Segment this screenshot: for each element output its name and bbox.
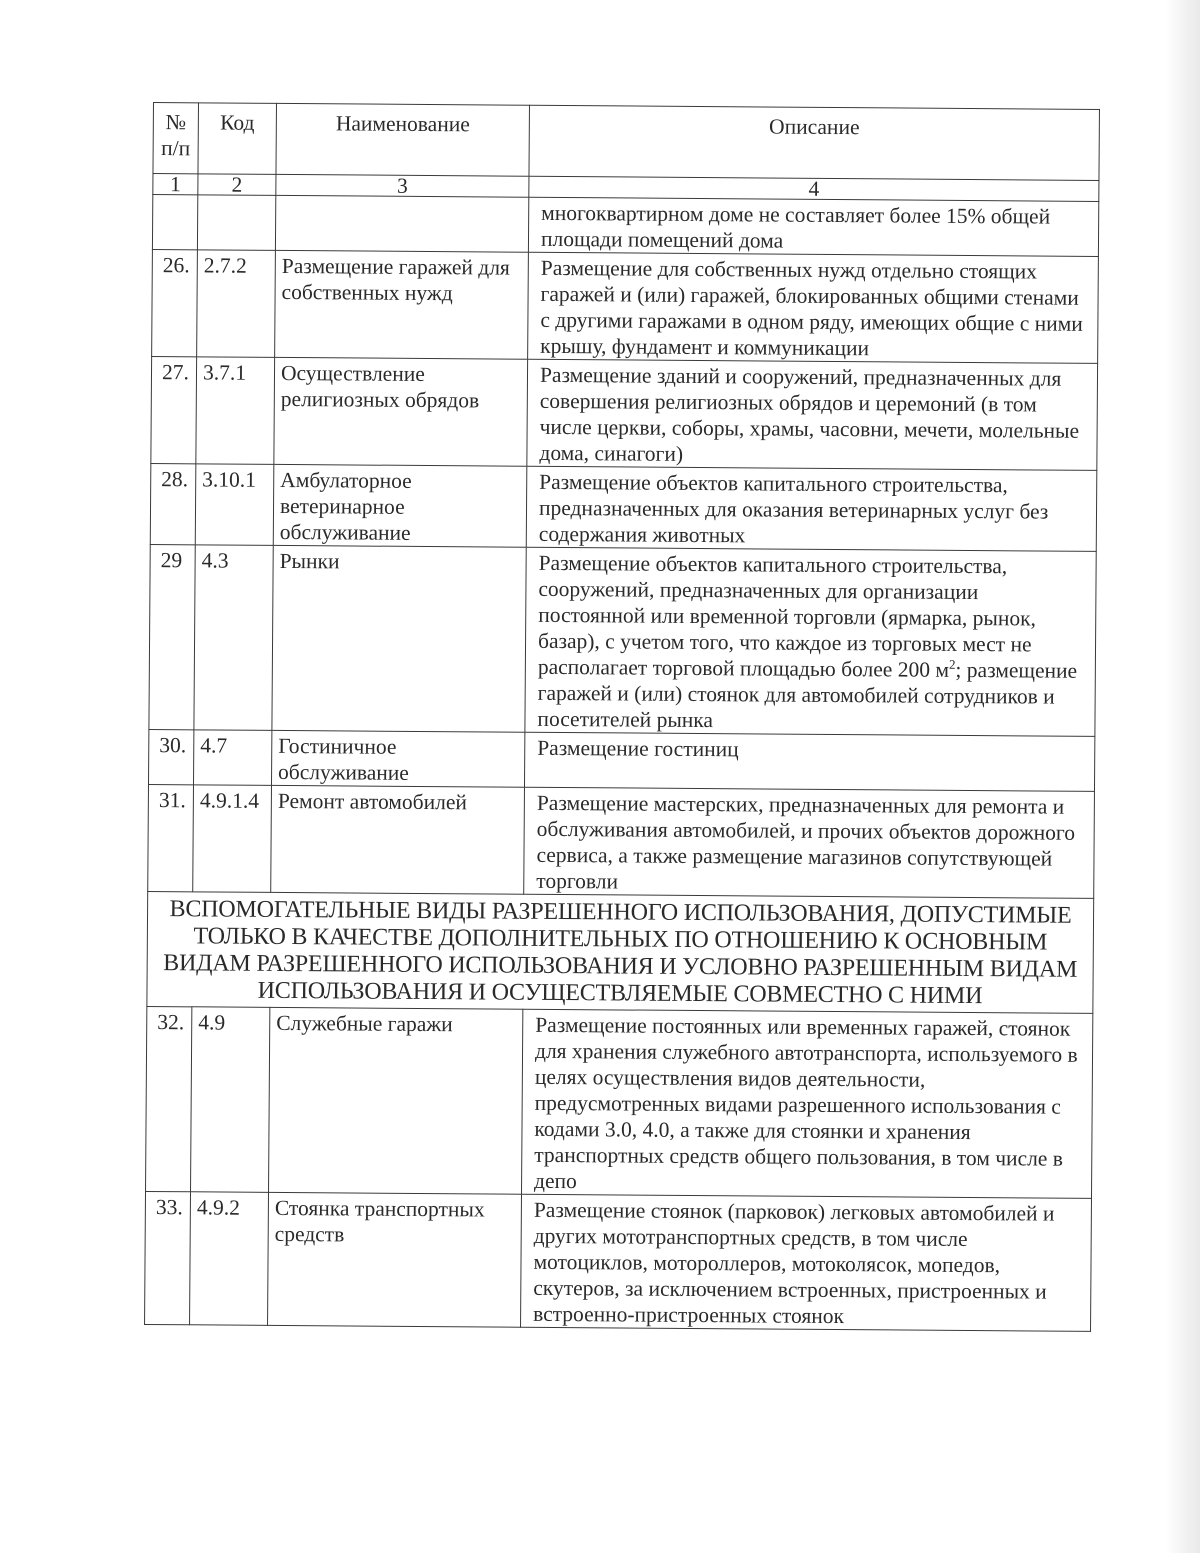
row-desc: Размещение гостиниц	[524, 732, 1094, 791]
row-desc	[525, 547, 1096, 736]
row-desc: Размещение для собственных нужд отдельно стоящих гаражей и (или) гаражей, блокированных общими стенами с другими гаражами в одном ряду, имеющих общие с ними крышу, фундамент и коммуникации	[528, 252, 1099, 363]
row-desc: Размещение мастерских, предназначенных для ремонта и обслуживания автомобилей, и прочих объектов дорожного сервиса, а также размещение магазинов сопутствующей торговли	[524, 787, 1095, 898]
row-num: 33.	[145, 1191, 191, 1324]
column-index: 4	[529, 176, 1099, 201]
table-row	[145, 1191, 1092, 1331]
land-use-table	[144, 102, 1100, 1332]
table-row	[152, 249, 1099, 363]
table-row	[151, 356, 1098, 470]
table-row	[149, 544, 1096, 736]
column-index: 2	[198, 174, 276, 196]
row-num: 30.	[148, 729, 193, 784]
header-name: Наименование	[276, 103, 530, 176]
row-num: 29	[149, 544, 195, 729]
row-name: Осуществление религиозных обрядов	[274, 357, 528, 466]
row-num: 28.	[150, 463, 196, 544]
row-code: 3.10.1	[195, 464, 274, 546]
row-num: 26.	[152, 249, 198, 356]
row-desc: Размещение объектов капитального строительства, предназначенных для оказания ветеринарных услуг без содержания животных	[526, 466, 1097, 551]
table-row	[148, 729, 1094, 791]
row-name-cell	[275, 195, 528, 252]
section-heading: ВСПОМОГАТЕЛЬНЫЕ ВИДЫ РАЗРЕШЕННОГО ИСПОЛЬЗОВАНИЯ, ДОПУСТИМЫЕ ТОЛЬКО В КАЧЕСТВЕ ДОПОЛНИТЕЛЬНЫХ ПО ОТНОШЕНИЮ К ОСНОВНЫМ ВИДАМ РАЗРЕШЕННОГО ИСПОЛЬЗОВАНИЯ И УСЛОВНО РАЗРЕШЕННЫМ ВИДАМ ИСПОЛЬЗОВАНИЯ И ОСУЩЕСТВЛЯЕМЫЕ СОВМЕСТНО С НИМИ	[147, 891, 1094, 1013]
row-code: 4.9.2	[190, 1192, 269, 1326]
row-name: Служебные гаражи	[269, 1007, 523, 1194]
scan-page-edge	[1166, 0, 1200, 1553]
row-desc: Размещение постоянных или временных гаражей, стоянок для хранения служебного автотранспорта, используемого в целях осуществления видов деятельности, предусмотренных видами разрешенного использования с кодами 3.0, 4.0, а также для стоянки и хранения транспортных средств общего пользования, в том числе в депо	[522, 1009, 1093, 1198]
row-desc: Размещение стоянок (парковок) легковых автомобилей и других мототранспортных средств, в том числе мотоциклов, мотороллеров, мотоколясок, мопедов, скутеров, за исключением встроенных, пристроенных и встроенно-пристроенных стоянок	[521, 1194, 1092, 1331]
row-desc-text-tail: ; размещение гаражей и (или) стоянок для автомобилей сотрудников и посетителей рынка	[537, 657, 1078, 733]
section-heading-row	[147, 891, 1094, 1013]
table-row	[148, 784, 1095, 898]
row-desc-text: Размещение объектов капитального строительства, сооружений, предназначенных для организации постоянной или временной торговли (ярмарка, рынок, базар), с учетом того, что каждое из торговых мест не располагает торговой площадью более 200 м	[537, 550, 1037, 682]
header-num: № п/п	[153, 103, 199, 174]
row-name: Стоянка транспортных средств	[268, 1192, 522, 1327]
row-code: 4.9.1.4	[193, 785, 272, 893]
row-code: 2.7.2	[197, 250, 276, 358]
column-index: 3	[276, 174, 529, 197]
header-desc: Описание	[529, 105, 1100, 180]
column-index: 1	[153, 174, 198, 195]
row-num: 31.	[148, 784, 194, 891]
row-name: Амбулаторное ветеринарное обслуживание	[273, 464, 527, 547]
header-code: Код	[198, 103, 277, 175]
table-row	[152, 195, 1098, 257]
row-code: 3.7.1	[196, 357, 275, 465]
row-name: Гостиничное обслуживание	[271, 730, 524, 787]
row-desc: Размещение зданий и сооружений, предназначенных для совершения религиозных обрядов и церемоний (в том числе церкви, соборы, храмы, часовни, мечети, молельные дома, синагоги)	[527, 359, 1098, 470]
row-name: Размещение гаражей для собственных нужд	[275, 250, 529, 359]
superscript-2: 2	[948, 656, 956, 672]
table-row	[146, 1006, 1093, 1198]
row-num: 27.	[151, 356, 197, 463]
row-num: 32.	[146, 1006, 192, 1191]
row-name: Рынки	[272, 545, 526, 732]
table-row	[150, 463, 1097, 551]
table-header-row	[153, 103, 1099, 181]
row-code: 4.3	[194, 545, 273, 731]
row-name: Ремонт автомобилей	[271, 785, 525, 894]
row-code: 4.9	[191, 1007, 270, 1193]
row-num-cell	[152, 195, 197, 250]
row-desc: многоквартирном доме не составляет более 15% общей площади помещений дома	[528, 197, 1098, 256]
row-code: 4.7	[193, 730, 271, 786]
row-code-cell	[197, 195, 275, 251]
